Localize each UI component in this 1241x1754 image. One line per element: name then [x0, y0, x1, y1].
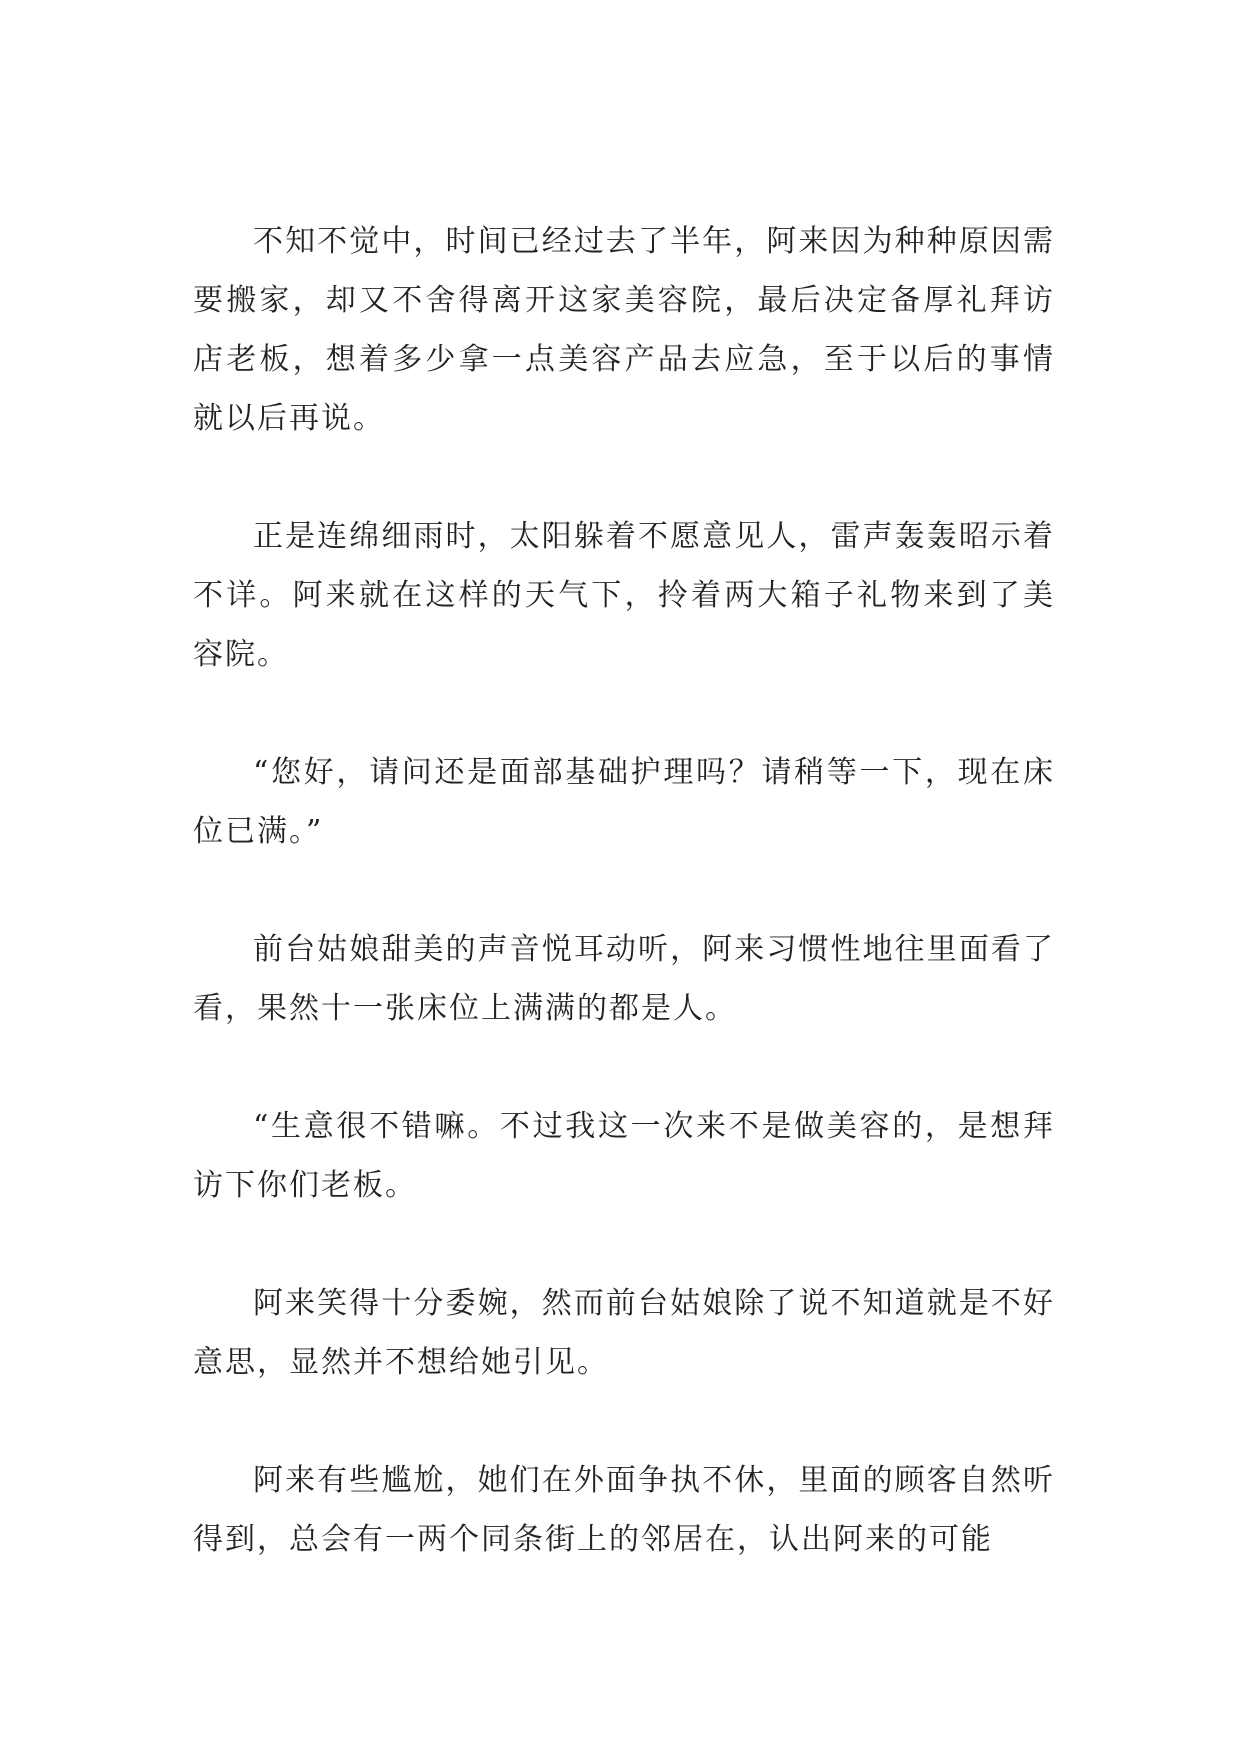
paragraph: “您好，请问还是面部基础护理吗？请稍等一下，现在床位已满。” [193, 755, 1055, 849]
paragraph: 不知不觉中，时间已经过去了半年，阿来因为种种原因需要搬家，却又不舍得离开这家美容院，最后决定备厚礼拜访店老板，想着多少拿一点美容产品去应急，至于以后的事情就以后再说。 [193, 224, 1055, 436]
paragraph: “生意很不错嘛。不过我这一次来不是做美容的，是想拜访下你们老板。 [193, 1109, 1055, 1203]
body-text [193, 212, 1055, 1569]
paragraph: 前台姑娘甜美的声音悦耳动听，阿来习惯性地往里面看了看，果然十一张床位上满满的都是人。 [193, 932, 1055, 1026]
paragraph: 正是连绵细雨时，太阳躲着不愿意见人，雷声轰轰昭示着不详。阿来就在这样的天气下，拎着两大箱子礼物来到了美容院。 [193, 519, 1055, 672]
paragraph: 阿来笑得十分委婉，然而前台姑娘除了说不知道就是不好意思，显然并不想给她引见。 [193, 1286, 1055, 1380]
paragraph: 阿来有些尴尬，她们在外面争执不休，里面的顾客自然听得到，总会有一两个同条街上的邻居在，认出阿来的可能 [193, 1463, 1055, 1557]
